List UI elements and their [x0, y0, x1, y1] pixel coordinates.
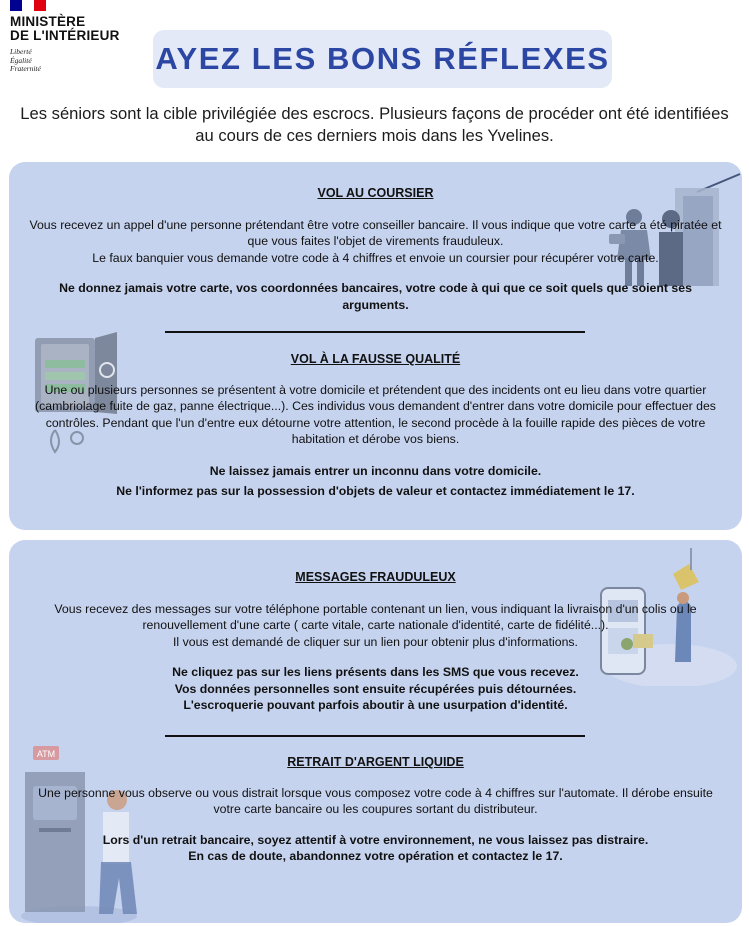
- section-divider: [165, 735, 585, 737]
- section-paragraph: Vous recevez des messages sur votre téléphone portable contenant un lien, vous indiquant la livraison d'un colis ou le renouvellement d'une carte ( carte vitale, carte nationale d'identité, carte de fidélité...).: [54, 601, 697, 632]
- ministry-name-line-1: MINISTÈRE: [10, 14, 86, 29]
- section-title: MESSAGES FRAUDULEUX: [295, 570, 456, 584]
- section-advice: Lors d'un retrait bancaire, soyez attentif à votre environnement, ne vous laissez pas distraire.: [102, 832, 649, 847]
- section-title: VOL À LA FAUSSE QUALITÉ: [290, 352, 461, 366]
- flag-blue: [10, 0, 22, 11]
- section-paragraph: Il vous est demandé de cliquer sur un lien pour obtenir plus d'informations.: [173, 634, 578, 649]
- section-paragraph: Vous recevez un appel d'une personne prétendant être votre conseiller bancaire. Il vous indique que votre carte a été piratée et que vous faites l'objet de virements frauduleux.: [29, 217, 722, 248]
- title-banner: [153, 30, 612, 88]
- motto-egalite: Égalité: [10, 55, 32, 65]
- section-advice: Ne l'informez pas sur la possession d'objets de valeur et contactez immédiatement le 17.: [116, 484, 635, 498]
- section-retrait-argent: [9, 754, 742, 865]
- section-paragraph: Une ou plusieurs personnes se présentent à votre domicile et prétendent que des incidents ont eu lieu dans votre quartier (cambriolage fuite de gaz, panne électrique...). Ces individus vous demandent d'entrer dans votre domicile pour effectuer des contrôles. Pendant que l'un d'entre eux détourne votre attention, le second procède à la fouille rapide des pièces de votre habitation et dérobe vos biens.: [35, 382, 716, 446]
- republic-motto: [10, 48, 140, 74]
- section-messages-frauduleux: [9, 569, 742, 714]
- ministry-name-line-2: DE L'INTÉRIEUR: [10, 28, 120, 43]
- section-advice: Vos données personnelles sont ensuite récupérées puis détournées.: [174, 681, 577, 696]
- section-paragraph: Une personne vous observe ou vous distrait lorsque vous composez votre code à 4 chiffres sur l'automate. Il dérobe ensuite votre carte bancaire ou les coupures sortant du distributeur.: [38, 785, 713, 816]
- info-card-1: [9, 162, 742, 530]
- section-title: RETRAIT D'ARGENT LIQUIDE: [287, 755, 464, 769]
- section-advice: En cas de doute, abandonnez votre opération et contactez le 17.: [188, 849, 563, 863]
- motto-liberte: Liberté: [10, 47, 32, 56]
- section-vol-au-coursier: [9, 185, 742, 313]
- flag-white: [22, 0, 34, 11]
- ministry-name: [10, 15, 140, 43]
- flag-red: [34, 0, 46, 11]
- atm-sign-text: ATM: [36, 749, 56, 759]
- section-advice: Ne laissez jamais entrer un inconnu dans votre domicile.: [209, 463, 542, 478]
- section-paragraph: Le faux banquier vous demande votre code à 4 chiffres et envoie un coursier pour récupérer votre carte.: [92, 250, 659, 265]
- motto-fraternite: Fraternité: [10, 64, 41, 73]
- section-advice: Ne donnez jamais votre carte, vos coordonnées bancaires, votre code à qui que ce soit quels que soient ses arguments.: [59, 281, 692, 312]
- section-vol-fausse-qualite: [9, 351, 742, 500]
- section-advice: L'escroquerie pouvant parfois aboutir à une usurpation d'identité.: [183, 698, 568, 712]
- intro-text: Les séniors sont la cible privilégiée des escrocs. Plusieurs façons de procéder ont été identifiées au cours de ces derniers mois dans les Yvelines.: [20, 104, 729, 145]
- page-title: AYEZ LES BONS RÉFLEXES: [155, 41, 610, 76]
- ministry-logo: [10, 0, 140, 74]
- republic-flag-icon: [10, 0, 46, 11]
- section-title: VOL AU COURSIER: [317, 186, 434, 200]
- info-card-2: [9, 540, 742, 923]
- section-divider: [165, 331, 585, 333]
- section-advice: Ne cliquez pas sur les liens présents dans les SMS que vous recevez.: [172, 665, 579, 679]
